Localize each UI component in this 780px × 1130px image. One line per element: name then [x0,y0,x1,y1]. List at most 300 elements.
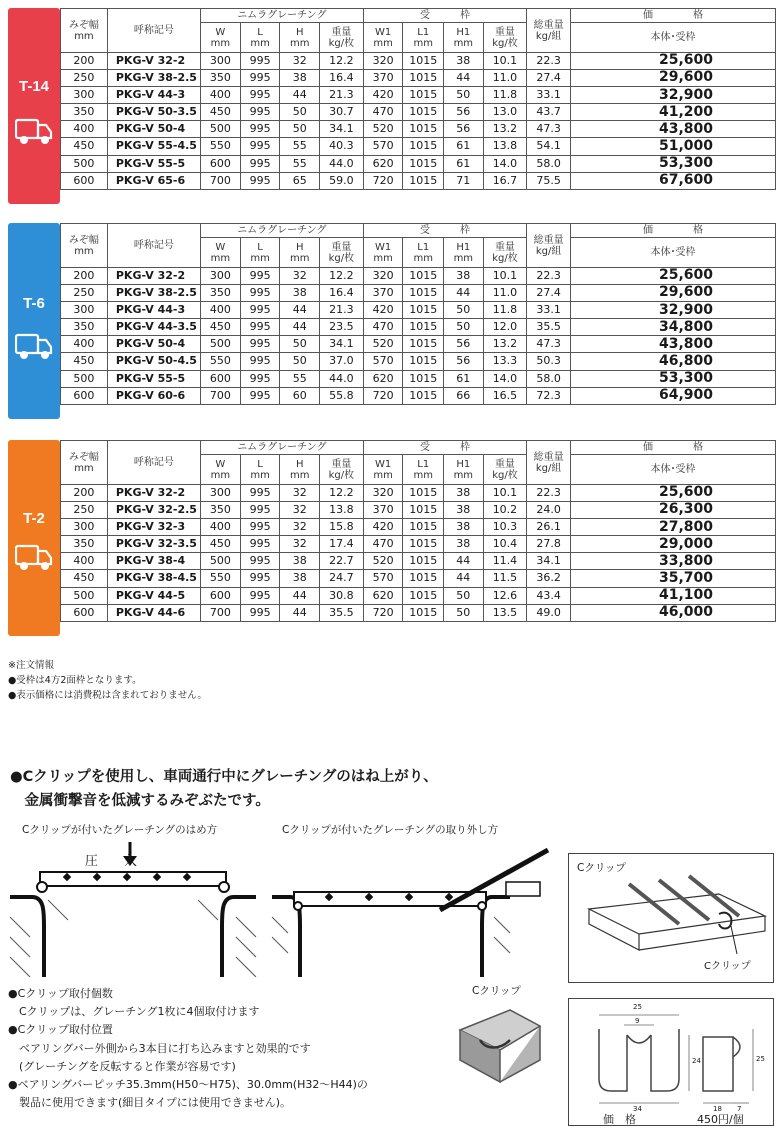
table-cell: 38 [280,570,320,587]
table-cell: 995 [240,121,280,138]
table-cell: 10.3 [483,519,527,536]
note-item: ●受枠は4方2面枠となります。 [8,675,142,686]
table-cell: 1015 [403,485,444,502]
table-cell: 370 [363,502,403,519]
table-cell: 58.0 [527,370,571,387]
table-cell: 320 [363,485,403,502]
table-cell: 250 [61,285,108,302]
table-cell: 500 [200,336,240,353]
table-cell: 71 [444,172,484,189]
table-cell: 1015 [403,172,444,189]
table-cell: 520 [363,336,403,353]
table-cell: 1015 [403,536,444,553]
table-cell: 32,900 [571,87,776,104]
table-cell: 35,700 [571,570,776,587]
table-cell: 350 [200,70,240,87]
col-weight-header: 重量 kg/枚 [320,23,364,53]
table-cell: 43,800 [571,121,776,138]
table-cell: 470 [363,536,403,553]
col-w-header: W mm [200,238,240,268]
table-cell: 500 [200,121,240,138]
table-cell: 1015 [403,53,444,70]
table-cell: 32 [280,268,320,285]
table-cell: 1015 [403,104,444,121]
instruction-line: ●Cクリップ取付位置 [8,1023,113,1037]
table-cell: PKG-V 55-5 [107,370,200,387]
dim-label: 34 [633,1105,642,1113]
table-cell: 27,800 [571,519,776,536]
col-width-header: みぞ幅 mm [61,224,108,268]
table-cell: 21.3 [320,87,364,104]
feature-headline [10,765,438,813]
col-h1-header: H1 mm [444,23,484,53]
table-cell: 43,800 [571,336,776,353]
table-cell: 620 [363,587,403,604]
table-cell: PKG-V 38-4.5 [107,570,200,587]
table-cell: 35.5 [320,604,364,621]
table-row [61,319,776,336]
table-cell: 56 [444,336,484,353]
table-cell: 29,600 [571,70,776,87]
table-cell: 33.1 [527,87,571,104]
table-cell: 26.1 [527,519,571,536]
table-cell: 600 [61,604,108,621]
table-cell: 10.1 [483,268,527,285]
col-price-header: 価 格 [571,441,776,455]
load-class-tag [8,440,60,636]
table-cell: 14.0 [483,155,527,172]
instruction-line: ●ベアリングバーピッチ35.3mm(H50～H75)、30.0mm(H32～H44)の [8,1078,368,1092]
table-row [61,121,776,138]
table-cell: 47.3 [527,121,571,138]
clip-instructions [8,985,368,1112]
table-cell: 50 [280,336,320,353]
dim-label: 25 [756,1055,765,1063]
clip-photo-label: Cクリップ [472,985,521,997]
table-cell: 600 [200,587,240,604]
table-cell: 995 [240,155,280,172]
table-cell: 200 [61,268,108,285]
table-cell: 1015 [403,155,444,172]
table-cell: 995 [240,138,280,155]
col-l-header: L mm [240,455,280,485]
table-cell: PKG-V 50-4 [107,336,200,353]
table-cell: PKG-V 55-5 [107,155,200,172]
table-cell: 300 [200,268,240,285]
table-cell: 33,800 [571,553,776,570]
table-cell: 38 [280,553,320,570]
instruction-line: ●Cクリップ取付個数 [8,987,113,1000]
table-cell: 32 [280,502,320,519]
table-cell: 11.0 [483,285,527,302]
price-label: 価 格 [603,1113,636,1126]
table-row [61,353,776,370]
table-cell: 65 [280,172,320,189]
spec-table [60,8,776,190]
table-cell: 420 [363,87,403,104]
col-l-header: L mm [240,238,280,268]
table-cell: 55 [280,370,320,387]
table-cell: 11.8 [483,87,527,104]
table-cell: 47.3 [527,336,571,353]
table-cell: 995 [240,570,280,587]
table-cell: PKG-V 44-3.5 [107,319,200,336]
table-cell: 400 [61,336,108,353]
table-cell: 22.3 [527,485,571,502]
truck-icon [15,331,53,361]
table-cell: 13.8 [320,502,364,519]
col-h-header: H mm [280,238,320,268]
table-cell: 10.1 [483,53,527,70]
table-cell: 32,900 [571,302,776,319]
table-cell: 38 [444,53,484,70]
table-cell: 14.0 [483,370,527,387]
load-class-label: T-2 [23,510,45,527]
table-cell: 38 [444,536,484,553]
table-cell: 200 [61,53,108,70]
table-cell: 13.8 [483,138,527,155]
table-row [61,570,776,587]
table-row [61,70,776,87]
clip-box-label: Cクリップ [577,862,626,874]
table-cell: 64,900 [571,387,776,404]
table-cell: 72.3 [527,387,571,404]
table-cell: 620 [363,155,403,172]
table-cell: 1015 [403,553,444,570]
table-cell: 300 [61,87,108,104]
table-cell: 995 [240,502,280,519]
col-total-header: 総重量 kg/組 [527,9,571,53]
table-cell: 59.0 [320,172,364,189]
table-cell: 61 [444,138,484,155]
table-cell: 54.1 [527,138,571,155]
table-cell: 350 [61,536,108,553]
col-grating-header: ニムラグレーチング [200,441,363,455]
table-cell: 995 [240,587,280,604]
table-cell: 300 [61,519,108,536]
table-cell: 35.5 [527,319,571,336]
table-cell: 600 [200,370,240,387]
col-l-header: L mm [240,23,280,53]
table-cell: PKG-V 32-2.5 [107,502,200,519]
table-cell: 49.0 [527,604,571,621]
table-cell: 600 [200,155,240,172]
c-clip-icon [440,1000,560,1090]
table-cell: 50 [444,604,484,621]
col-w1-header: W1 mm [363,238,403,268]
table-cell: 520 [363,121,403,138]
table-cell: 11.5 [483,570,527,587]
table-cell: 600 [61,387,108,404]
col-h-header: H mm [280,23,320,53]
table-cell: 1015 [403,336,444,353]
instruction-line: Cクリップは、グレーチング1枚に4個取付けます [8,1005,260,1019]
table-cell: 34.1 [320,121,364,138]
table-cell: 300 [200,53,240,70]
table-cell: 420 [363,519,403,536]
table-cell: 46,000 [571,604,776,621]
table-cell: 995 [240,268,280,285]
headline-line: 金属衝撃音を低減するみぞぶたです。 [10,793,270,809]
table-cell: 50.3 [527,353,571,370]
table-cell: 25,600 [571,53,776,70]
table-cell: 350 [61,319,108,336]
table-cell: 16.7 [483,172,527,189]
press-label: 圧 入 [85,854,138,869]
table-cell: 995 [240,536,280,553]
table-cell: 15.8 [320,519,364,536]
table-cell: 27.4 [527,70,571,87]
table-cell: 12.2 [320,485,364,502]
table-cell: 995 [240,172,280,189]
table-cell: 12.0 [483,319,527,336]
load-class-tag [8,223,60,419]
table-cell: 350 [61,104,108,121]
table-row [61,172,776,189]
table-cell: 29,000 [571,536,776,553]
table-cell: 51,000 [571,138,776,155]
table-cell: 50 [444,319,484,336]
table-cell: 44 [280,87,320,104]
table-cell: 25,600 [571,268,776,285]
table-cell: 995 [240,285,280,302]
table-cell: 400 [200,519,240,536]
table-cell: 32 [280,53,320,70]
table-cell: 350 [200,285,240,302]
table-cell: 995 [240,104,280,121]
table-cell: PKG-V 38-2.5 [107,285,200,302]
table-cell: 720 [363,387,403,404]
clip-dimension-drawing [569,999,775,1127]
remove-caption: Cクリップが付いたグレーチングの取り外し方 [282,824,499,836]
col-price-sub-header: 本体･受枠 [571,23,776,53]
table-cell: 44 [444,285,484,302]
table-cell: PKG-V 32-3.5 [107,536,200,553]
table-cell: 23.5 [320,319,364,336]
col-price-sub-header: 本体･受枠 [571,238,776,268]
table-cell: 38 [444,519,484,536]
table-cell: 50 [280,353,320,370]
col-frame-header: 受 枠 [363,224,527,238]
order-notes [8,658,207,703]
headline-line: ●Cクリップを使用し、車両通行中にグレーチングのはね上がり、 [10,769,438,785]
table-cell: 38 [280,70,320,87]
table-cell: 1015 [403,319,444,336]
table-cell: 370 [363,285,403,302]
dim-label: 24 [692,1057,701,1065]
table-row [61,138,776,155]
table-cell: 570 [363,138,403,155]
table-row [61,302,776,319]
table-cell: 995 [240,87,280,104]
table-cell: 10.1 [483,485,527,502]
table-row [61,336,776,353]
table-cell: 500 [61,587,108,604]
table-cell: 1015 [403,502,444,519]
table-cell: 10.4 [483,536,527,553]
table-cell: PKG-V 44-3 [107,87,200,104]
table-cell: 44 [444,70,484,87]
table-cell: 400 [61,553,108,570]
table-cell: 13.0 [483,104,527,121]
table-cell: 1015 [403,604,444,621]
table-cell: 32 [280,519,320,536]
table-cell: 550 [200,353,240,370]
price-value: 450円/個 [697,1113,744,1126]
dim-label: 18 [713,1105,722,1113]
table-cell: 53,300 [571,370,776,387]
table-cell: 1015 [403,285,444,302]
table-row [61,370,776,387]
col-frame-header: 受 枠 [363,9,527,23]
table-row [61,53,776,70]
table-row [61,553,776,570]
table-cell: 1015 [403,302,444,319]
table-cell: 32 [280,485,320,502]
col-h1-header: H1 mm [444,238,484,268]
table-cell: 43.4 [527,587,571,604]
table-cell: 34,800 [571,319,776,336]
truck-icon [15,116,53,146]
col-total-header: 総重量 kg/組 [527,441,571,485]
table-cell: 50 [280,104,320,121]
table-cell: 1015 [403,519,444,536]
load-class-tag [8,8,60,204]
table-row [61,604,776,621]
table-cell: 30.8 [320,587,364,604]
table-cell: PKG-V 32-2 [107,268,200,285]
table-cell: 66 [444,387,484,404]
table-cell: PKG-V 60-6 [107,387,200,404]
table-cell: 12.2 [320,53,364,70]
col-code-header: 呼称記号 [107,224,200,268]
table-cell: 44 [280,319,320,336]
col-code-header: 呼称記号 [107,441,200,485]
table-cell: 995 [240,319,280,336]
table-cell: 40.3 [320,138,364,155]
table-cell: 50 [444,587,484,604]
table-cell: 420 [363,302,403,319]
table-cell: 200 [61,485,108,502]
table-cell: 34.1 [527,553,571,570]
table-cell: 250 [61,70,108,87]
table-row [61,519,776,536]
table-cell: 25,600 [571,485,776,502]
table-cell: 350 [200,502,240,519]
load-class-label: T-14 [18,78,49,95]
table-cell: 995 [240,70,280,87]
table-cell: 720 [363,172,403,189]
table-cell: 995 [240,53,280,70]
table-cell: 24.7 [320,570,364,587]
table-cell: 995 [240,485,280,502]
table-cell: 30.7 [320,104,364,121]
table-cell: 700 [200,387,240,404]
table-cell: 43.7 [527,104,571,121]
col-frame-weight-header: 重量 kg/枚 [483,238,527,268]
table-cell: 570 [363,353,403,370]
table-row [61,587,776,604]
table-row [61,387,776,404]
col-h-header: H mm [280,455,320,485]
table-cell: 46,800 [571,353,776,370]
table-cell: 1015 [403,570,444,587]
table-cell: 56 [444,121,484,138]
table-cell: 36.2 [527,570,571,587]
table-cell: 37.0 [320,353,364,370]
table-cell: 450 [61,353,108,370]
col-l1-header: L1 mm [403,238,444,268]
clip-arrow-label: Cクリップ [704,961,751,972]
table-cell: 50 [444,302,484,319]
table-cell: 34.1 [320,336,364,353]
table-cell: 1015 [403,370,444,387]
table-row [61,87,776,104]
table-cell: 16.4 [320,285,364,302]
table-cell: 995 [240,370,280,387]
table-cell: PKG-V 32-3 [107,519,200,536]
col-l1-header: L1 mm [403,455,444,485]
col-grating-header: ニムラグレーチング [200,9,363,23]
table-cell: 550 [200,138,240,155]
table-cell: 24.0 [527,502,571,519]
table-cell: 50 [444,87,484,104]
table-cell: PKG-V 50-3.5 [107,104,200,121]
table-cell: 550 [200,570,240,587]
table-cell: 22.7 [320,553,364,570]
table-cell: 11.4 [483,553,527,570]
dim-label: 25 [633,1003,642,1011]
table-cell: PKG-V 50-4.5 [107,353,200,370]
table-cell: 61 [444,155,484,172]
fit-caption: Cクリップが付いたグレーチングのはめ方 [22,824,218,836]
table-cell: 44 [280,587,320,604]
table-row [61,485,776,502]
table-cell: 1015 [403,387,444,404]
instruction-line: (グレーチングを反転すると作業が容易です) [8,1059,236,1073]
table-cell: 1015 [403,87,444,104]
col-price-header: 価 格 [571,224,776,238]
table-cell: 58.0 [527,155,571,172]
table-cell: 55.8 [320,387,364,404]
table-cell: PKG-V 44-6 [107,604,200,621]
table-cell: 38 [444,502,484,519]
table-cell: 700 [200,172,240,189]
table-cell: 450 [200,536,240,553]
table-cell: 1015 [403,353,444,370]
table-cell: 16.4 [320,70,364,87]
table-cell: 44 [280,302,320,319]
col-width-header: みぞ幅 mm [61,9,108,53]
table-cell: 450 [61,570,108,587]
table-cell: 38 [444,485,484,502]
table-cell: 13.2 [483,121,527,138]
table-cell: 61 [444,370,484,387]
instruction-line: ベアリングバー外側から3本目に打ち込みますと効果的です [8,1041,311,1055]
table-cell: 44.0 [320,155,364,172]
table-cell: PKG-V 65-6 [107,172,200,189]
table-cell: 22.3 [527,268,571,285]
table-cell: 600 [61,172,108,189]
table-row [61,155,776,172]
table-cell: 1015 [403,121,444,138]
table-cell: 720 [363,604,403,621]
table-cell: 700 [200,604,240,621]
col-frame-header: 受 枠 [363,441,527,455]
table-cell: 995 [240,387,280,404]
truck-icon [15,542,53,572]
table-cell: 27.4 [527,285,571,302]
